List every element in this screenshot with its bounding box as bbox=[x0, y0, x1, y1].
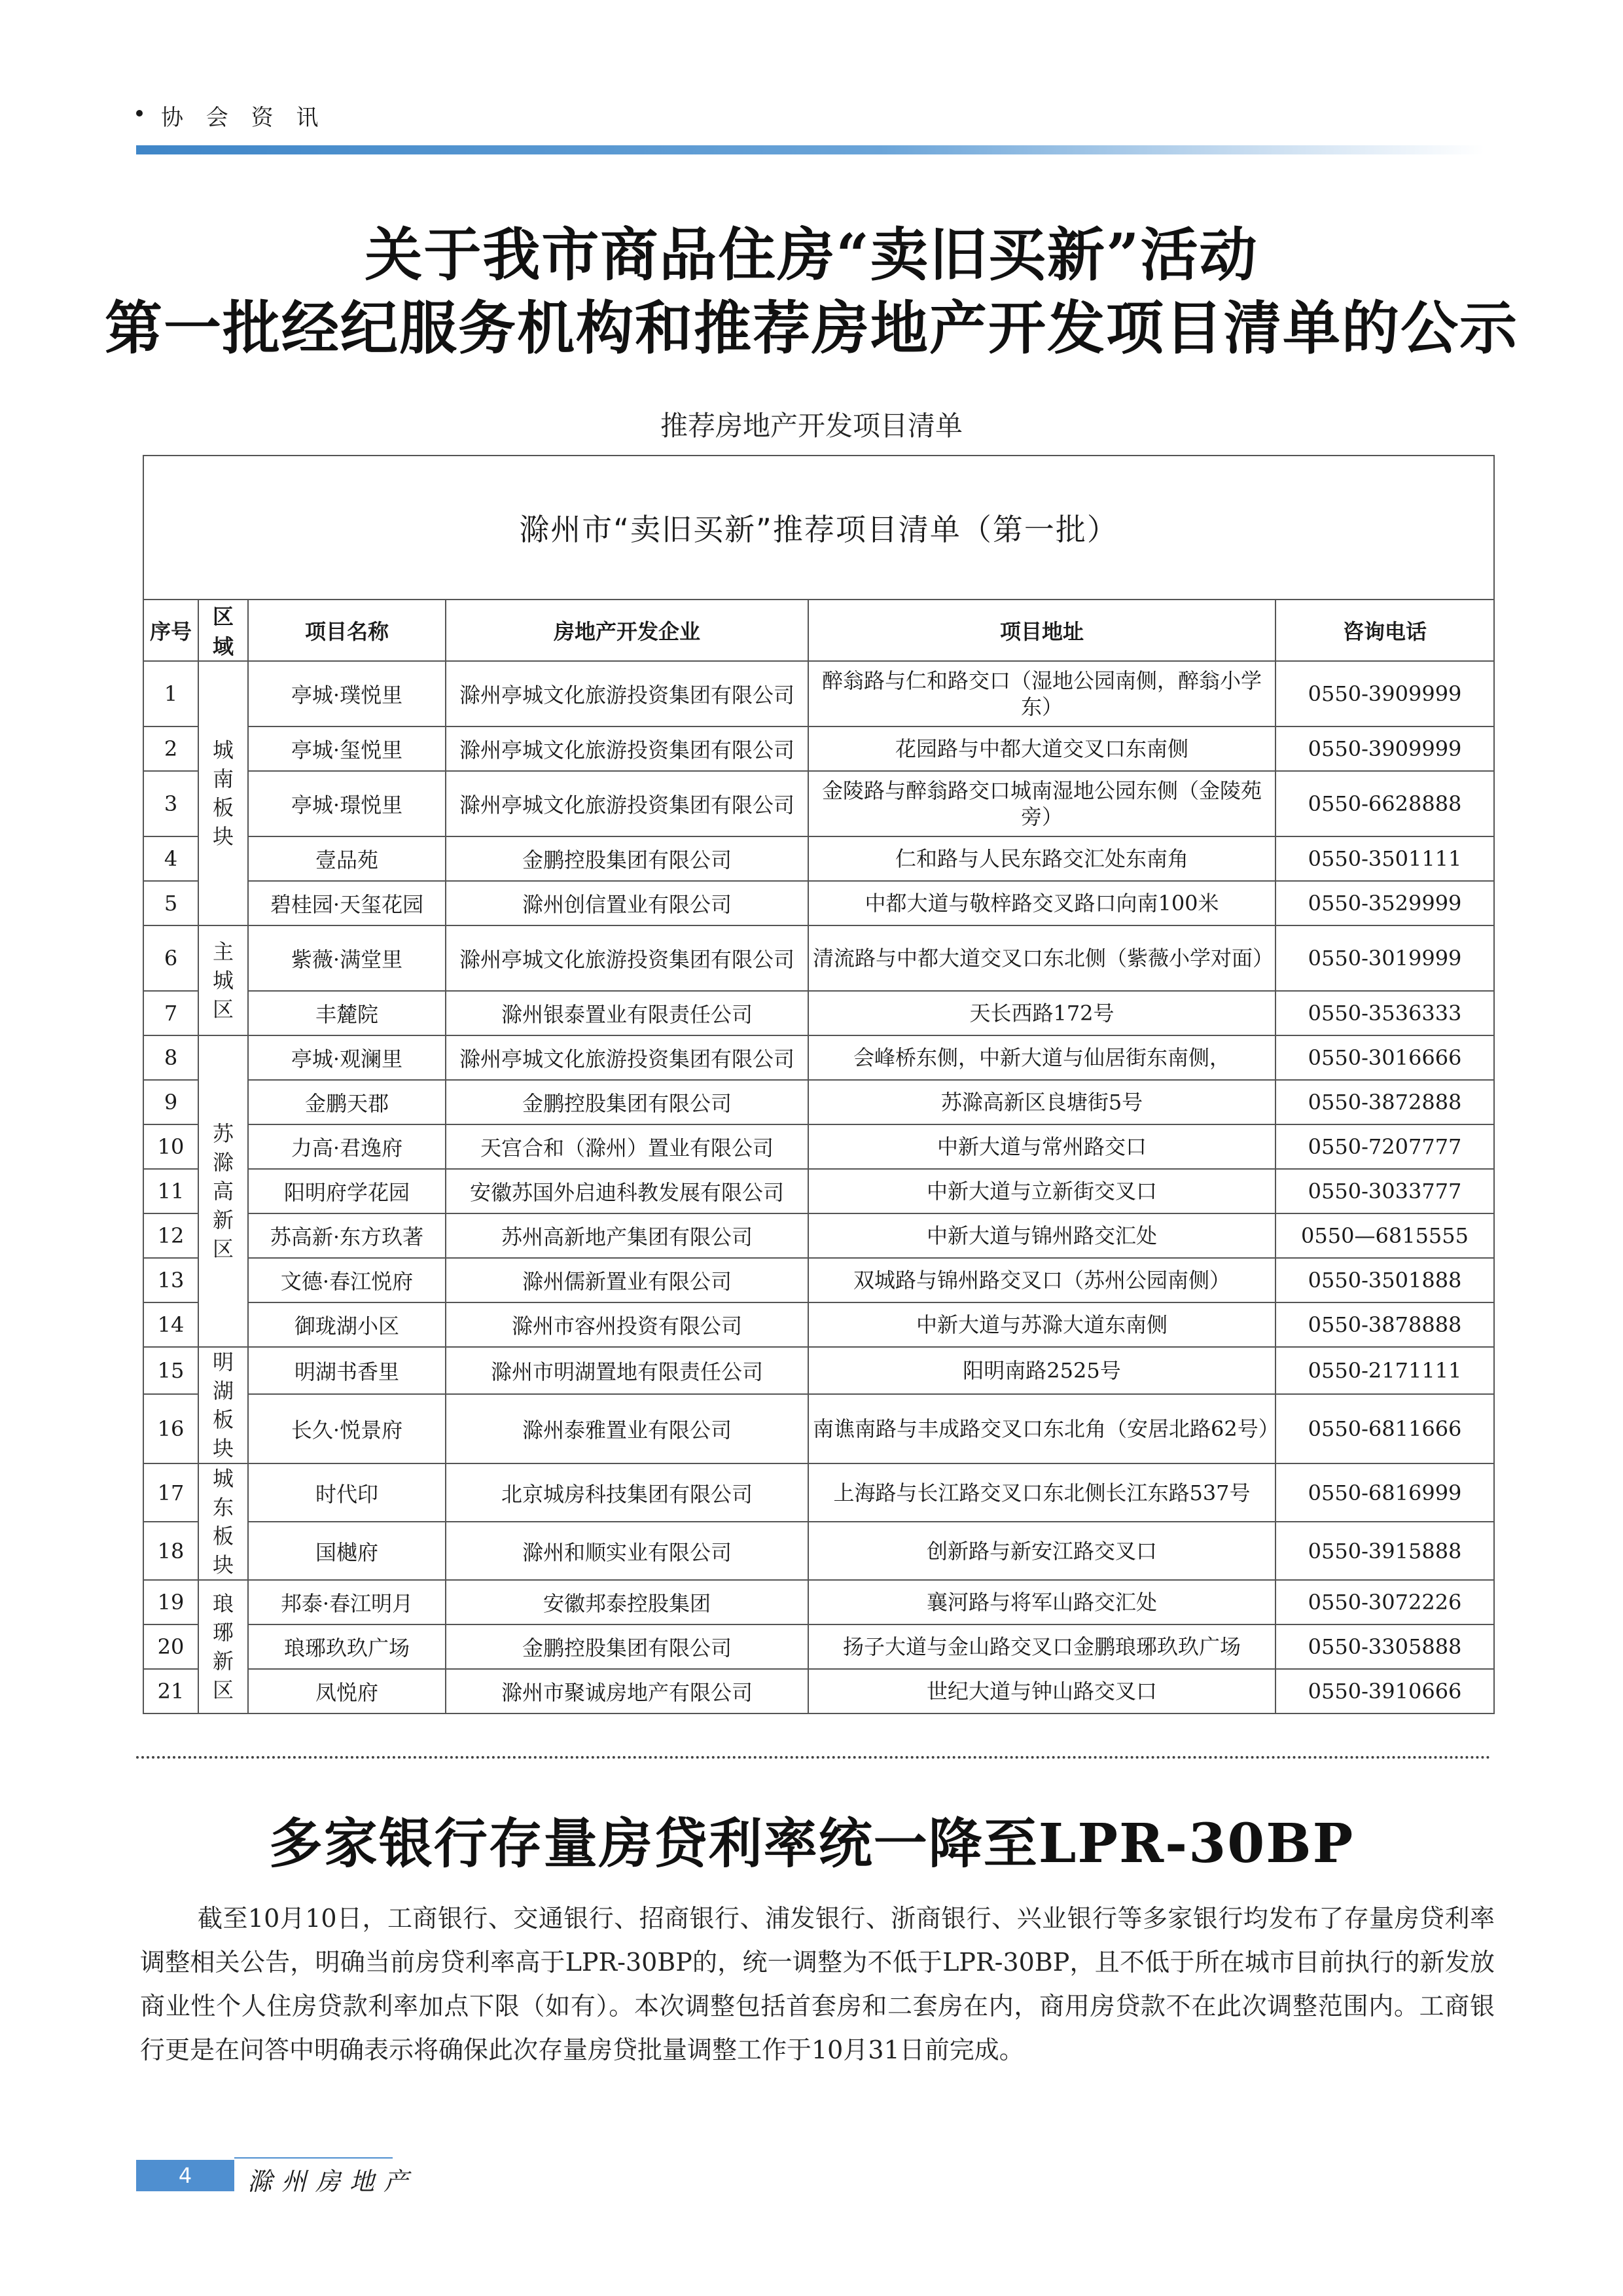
cell-address: 金陵路与醉翁路交口城南湿地公园东侧（金陵苑旁） bbox=[808, 771, 1275, 836]
cell-phone: 0550-7207777 bbox=[1275, 1124, 1494, 1169]
cell-no: 2 bbox=[143, 726, 198, 771]
table-row bbox=[143, 1522, 1494, 1580]
cell-address: 扬子大道与金山路交叉口金鹏琅琊玖玖广场 bbox=[808, 1624, 1275, 1669]
cell-phone: 0550-3072226 bbox=[1275, 1580, 1494, 1624]
cell-no: 1 bbox=[143, 661, 198, 726]
header-district: 区域 bbox=[198, 600, 248, 661]
header-project-name: 项目名称 bbox=[248, 600, 446, 661]
cell-no: 5 bbox=[143, 881, 198, 925]
district-cell: 明湖板块 bbox=[198, 1347, 248, 1463]
cell-name: 亭城·璟悦里 bbox=[248, 771, 446, 836]
cell-developer: 北京城房科技集团有限公司 bbox=[446, 1463, 808, 1522]
cell-developer: 滁州亭城文化旅游投资集团有限公司 bbox=[446, 771, 808, 836]
cell-developer: 滁州银泰置业有限责任公司 bbox=[446, 991, 808, 1035]
project-table bbox=[143, 455, 1495, 1714]
table-row bbox=[143, 1394, 1494, 1463]
header-phone: 咨询电话 bbox=[1275, 600, 1494, 661]
cell-phone: 0550-3501111 bbox=[1275, 836, 1494, 881]
cell-no: 3 bbox=[143, 771, 198, 836]
cell-phone: 0550-6628888 bbox=[1275, 771, 1494, 836]
cell-developer: 苏州高新地产集团有限公司 bbox=[446, 1213, 808, 1258]
cell-name: 时代印 bbox=[248, 1463, 446, 1522]
district-cell: 城南板块 bbox=[198, 661, 248, 925]
cell-address: 襄河路与将军山路交汇处 bbox=[808, 1580, 1275, 1624]
header-bullet bbox=[136, 110, 143, 117]
cell-name: 力高·君逸府 bbox=[248, 1124, 446, 1169]
cell-developer: 滁州泰雅置业有限公司 bbox=[446, 1394, 808, 1463]
cell-no: 11 bbox=[143, 1169, 198, 1213]
cell-name: 文德·春江悦府 bbox=[248, 1258, 446, 1302]
cell-no: 4 bbox=[143, 836, 198, 881]
cell-address: 中都大道与敬梓路交叉路口向南100米 bbox=[808, 881, 1275, 925]
cell-phone: 0550-3305888 bbox=[1275, 1624, 1494, 1669]
cell-phone: 0550-6811666 bbox=[1275, 1394, 1494, 1463]
cell-no: 17 bbox=[143, 1463, 198, 1522]
table-title: 滁州市“卖旧买新”推荐项目清单（第一批） bbox=[143, 456, 1494, 600]
table-row bbox=[143, 991, 1494, 1035]
cell-phone: 0550-3915888 bbox=[1275, 1522, 1494, 1580]
cell-no: 14 bbox=[143, 1302, 198, 1347]
cell-developer: 天宫合和（滁州）置业有限公司 bbox=[446, 1124, 808, 1169]
page-number: 4 bbox=[136, 2160, 234, 2191]
table-row bbox=[143, 726, 1494, 771]
cell-name: 邦泰·春江明月 bbox=[248, 1580, 446, 1624]
cell-no: 18 bbox=[143, 1522, 198, 1580]
cell-phone: 0550-6816999 bbox=[1275, 1463, 1494, 1522]
cell-phone: 0550-3878888 bbox=[1275, 1302, 1494, 1347]
cell-name: 紫薇·满堂里 bbox=[248, 925, 446, 991]
table-row bbox=[143, 1624, 1494, 1669]
cell-phone: 0550-3536333 bbox=[1275, 991, 1494, 1035]
cell-address: 阳明南路2525号 bbox=[808, 1347, 1275, 1394]
cell-no: 10 bbox=[143, 1124, 198, 1169]
cell-phone: 0550-3016666 bbox=[1275, 1035, 1494, 1080]
cell-name: 苏高新·东方玖著 bbox=[248, 1213, 446, 1258]
table-row bbox=[143, 1080, 1494, 1124]
section-divider bbox=[136, 1756, 1491, 1759]
cell-phone: 0550-3910666 bbox=[1275, 1669, 1494, 1713]
cell-developer: 滁州市容州投资有限公司 bbox=[446, 1302, 808, 1347]
cell-address: 中新大道与苏滁大道东南侧 bbox=[808, 1302, 1275, 1347]
section-label: 协 会 资 讯 bbox=[161, 105, 327, 131]
cell-address: 中新大道与立新街交叉口 bbox=[808, 1169, 1275, 1213]
cell-developer: 滁州市明湖置地有限责任公司 bbox=[446, 1347, 808, 1394]
cell-developer: 滁州亭城文化旅游投资集团有限公司 bbox=[446, 726, 808, 771]
cell-developer: 滁州亭城文化旅游投资集团有限公司 bbox=[446, 1035, 808, 1080]
cell-address: 中新大道与常州路交口 bbox=[808, 1124, 1275, 1169]
table-row bbox=[143, 771, 1494, 836]
cell-name: 国樾府 bbox=[248, 1522, 446, 1580]
cell-name: 碧桂园·天玺花园 bbox=[248, 881, 446, 925]
cell-developer: 金鹏控股集团有限公司 bbox=[446, 1080, 808, 1124]
table-row bbox=[143, 1302, 1494, 1347]
cell-name: 亭城·观澜里 bbox=[248, 1035, 446, 1080]
cell-no: 19 bbox=[143, 1580, 198, 1624]
cell-name: 明湖书香里 bbox=[248, 1347, 446, 1394]
cell-developer: 滁州和顺实业有限公司 bbox=[446, 1522, 808, 1580]
table-caption: 推荐房地产开发项目清单 bbox=[660, 410, 963, 442]
district-cell: 主城区 bbox=[198, 925, 248, 1035]
table-row bbox=[143, 836, 1494, 881]
cell-no: 20 bbox=[143, 1624, 198, 1669]
cell-developer: 滁州创信置业有限公司 bbox=[446, 881, 808, 925]
header-address: 项目地址 bbox=[808, 600, 1275, 661]
cell-name: 亭城·璞悦里 bbox=[248, 661, 446, 726]
cell-developer: 滁州亭城文化旅游投资集团有限公司 bbox=[446, 925, 808, 991]
table-row bbox=[143, 661, 1494, 726]
header-bar bbox=[136, 145, 1484, 154]
cell-address: 中新大道与锦州路交汇处 bbox=[808, 1213, 1275, 1258]
cell-address: 南谯南路与丰成路交叉口东北角（安居北路62号） bbox=[808, 1394, 1275, 1463]
cell-phone: 0550-3909999 bbox=[1275, 661, 1494, 726]
table-row bbox=[143, 1213, 1494, 1258]
cell-name: 亭城·玺悦里 bbox=[248, 726, 446, 771]
cell-address: 花园路与中都大道交叉口东南侧 bbox=[808, 726, 1275, 771]
cell-no: 12 bbox=[143, 1213, 198, 1258]
cell-address: 世纪大道与钟山路交叉口 bbox=[808, 1669, 1275, 1713]
table-row bbox=[143, 1669, 1494, 1713]
cell-name: 琅琊玖玖广场 bbox=[248, 1624, 446, 1669]
cell-address: 清流路与中都大道交叉口东北侧（紫薇小学对面） bbox=[808, 925, 1275, 991]
cell-address: 创新路与新安江路交叉口 bbox=[808, 1522, 1275, 1580]
cell-address: 上海路与长江路交叉口东北侧长江东路537号 bbox=[808, 1463, 1275, 1522]
district-cell: 琅琊新区 bbox=[198, 1580, 248, 1713]
footer-rule bbox=[234, 2157, 393, 2159]
cell-phone: 0550-3909999 bbox=[1275, 726, 1494, 771]
table-row bbox=[143, 1169, 1494, 1213]
cell-name: 丰麓院 bbox=[248, 991, 446, 1035]
cell-developer: 金鹏控股集团有限公司 bbox=[446, 836, 808, 881]
cell-developer: 滁州亭城文化旅游投资集团有限公司 bbox=[446, 661, 808, 726]
table-row bbox=[143, 1580, 1494, 1624]
project-table-wrapper bbox=[143, 455, 1493, 1714]
cell-name: 阳明府学花园 bbox=[248, 1169, 446, 1213]
news-body: 截至10月10日，工商银行、交通银行、招商银行、浦发银行、浙商银行、兴业银行等多家银行均发布了存量房贷利率调整相关公告，明确当前房贷利率高于LPR-30BP的，统一调整为不低于LPR-30BP，且不低于所在城市目前执行的新发放商业性个人住房贷款利率加点下限（如有）。本次调整包括首套房和二套房在内，商用房贷款不在此次调整范围内。工商银行更是在问答中明确表示将确保此次存量房贷批量调整工作于10月31日前完成。 bbox=[140, 1904, 1495, 2064]
district-cell: 苏滁高新区 bbox=[198, 1035, 248, 1347]
news-title: 多家银行存量房贷利率统一降至LPR-30BP bbox=[268, 1812, 1355, 1875]
table-row bbox=[143, 1035, 1494, 1080]
cell-developer: 安徽苏国外启迪科教发展有限公司 bbox=[446, 1169, 808, 1213]
cell-phone: 0550-2171111 bbox=[1275, 1347, 1494, 1394]
cell-phone: 0550-3872888 bbox=[1275, 1080, 1494, 1124]
table-row bbox=[143, 881, 1494, 925]
cell-address: 苏滁高新区良塘街5号 bbox=[808, 1080, 1275, 1124]
cell-address: 仁和路与人民东路交汇处东南角 bbox=[808, 836, 1275, 881]
district-cell: 城东板块 bbox=[198, 1463, 248, 1580]
table-row bbox=[143, 925, 1494, 991]
cell-developer: 滁州儒新置业有限公司 bbox=[446, 1258, 808, 1302]
cell-phone: 0550-3529999 bbox=[1275, 881, 1494, 925]
cell-address: 会峰桥东侧，中新大道与仙居街东南侧， bbox=[808, 1035, 1275, 1080]
cell-developer: 安徽邦泰控股集团 bbox=[446, 1580, 808, 1624]
cell-name: 御珑湖小区 bbox=[248, 1302, 446, 1347]
cell-developer: 金鹏控股集团有限公司 bbox=[446, 1624, 808, 1669]
cell-phone: 0550-3033777 bbox=[1275, 1169, 1494, 1213]
cell-phone: 0550-3501888 bbox=[1275, 1258, 1494, 1302]
cell-name: 长久·悦景府 bbox=[248, 1394, 446, 1463]
header-no: 序号 bbox=[143, 600, 198, 661]
cell-address: 醉翁路与仁和路交口（湿地公园南侧，醉翁小学东） bbox=[808, 661, 1275, 726]
table-row bbox=[143, 1124, 1494, 1169]
table-row bbox=[143, 1258, 1494, 1302]
publication-name: 滁州房地产 bbox=[247, 2167, 418, 2196]
cell-no: 15 bbox=[143, 1347, 198, 1394]
cell-address: 双城路与锦州路交叉口（苏州公园南侧） bbox=[808, 1258, 1275, 1302]
cell-no: 6 bbox=[143, 925, 198, 991]
cell-no: 8 bbox=[143, 1035, 198, 1080]
cell-name: 凤悦府 bbox=[248, 1669, 446, 1713]
table-row bbox=[143, 1463, 1494, 1522]
header-developer: 房地产开发企业 bbox=[446, 600, 808, 661]
cell-no: 13 bbox=[143, 1258, 198, 1302]
cell-no: 9 bbox=[143, 1080, 198, 1124]
cell-phone: 0550—6815555 bbox=[1275, 1213, 1494, 1258]
cell-name: 壹品苑 bbox=[248, 836, 446, 881]
cell-phone: 0550-3019999 bbox=[1275, 925, 1494, 991]
cell-no: 16 bbox=[143, 1394, 198, 1463]
cell-no: 7 bbox=[143, 991, 198, 1035]
cell-developer: 滁州市聚诚房地产有限公司 bbox=[446, 1669, 808, 1713]
table-row bbox=[143, 1347, 1494, 1394]
main-title-line1: 关于我市商品住房“卖旧买新”活动 bbox=[365, 221, 1258, 289]
cell-no: 21 bbox=[143, 1669, 198, 1713]
main-title-line2: 第一批经纪服务机构和推荐房地产开发项目清单的公示 bbox=[104, 294, 1518, 362]
cell-name: 金鹏天郡 bbox=[248, 1080, 446, 1124]
cell-address: 天长西路172号 bbox=[808, 991, 1275, 1035]
